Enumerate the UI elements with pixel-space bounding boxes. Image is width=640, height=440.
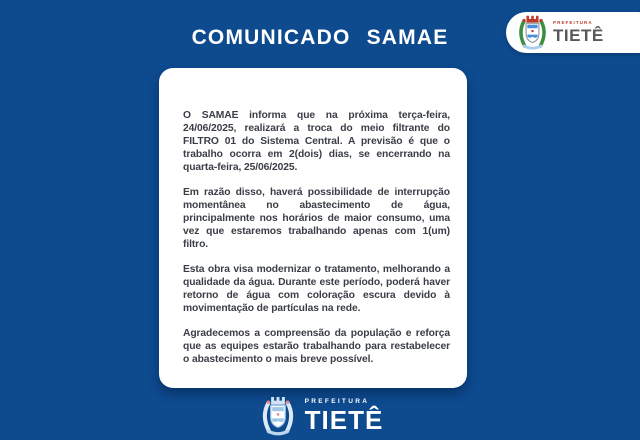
notice-paragraph: Em razão disso, haverá possibilidade de interrupção momentânea no abastecimento de água, principalmente nos horários de maior consumo, uma vez que estaremos trabalhando apenas com 1(um) filtro. [183, 187, 450, 250]
tiete-coat-of-arms-white-icon [257, 395, 299, 437]
notice-paragraph: Esta obra visa modernizar o tratamento, melhorando a qualidade da água. Durante este período, poderá haver retorno de água com coloração escura devido à movimentação de partículas na rede. [183, 264, 450, 314]
footer-logo-text [305, 399, 384, 434]
footer-prefecture-logo [0, 394, 640, 438]
city-name: TIETÊ [304, 405, 384, 436]
prefecture-badge [506, 12, 640, 53]
tiete-coat-of-arms-icon [515, 14, 550, 51]
notice-paragraph: O SAMAE informa que na próxima terça-feira, 24/06/2025, realizará a troca do meio filtrante do FILTRO 01 do Sistema Central. A previsão é que o trabalho ocorra em 2(dois) dias, se encerrando na quarta-feira, 25/06/2025. [183, 110, 450, 173]
notice-card [159, 68, 467, 388]
page-title: COMUNICADO SAMAE [191, 26, 449, 49]
prefecture-label: PREFEITURA [553, 20, 593, 26]
prefecture-label: PREFEITURA [304, 397, 370, 405]
prefecture-badge-text [553, 21, 604, 44]
city-name: TIETÊ [553, 25, 604, 45]
notice-paragraph: Agradecemos a compreensão da população e reforça que as equipes estarão trabalhando para restabelecer o abastecimento o mais breve possível. [183, 328, 450, 365]
